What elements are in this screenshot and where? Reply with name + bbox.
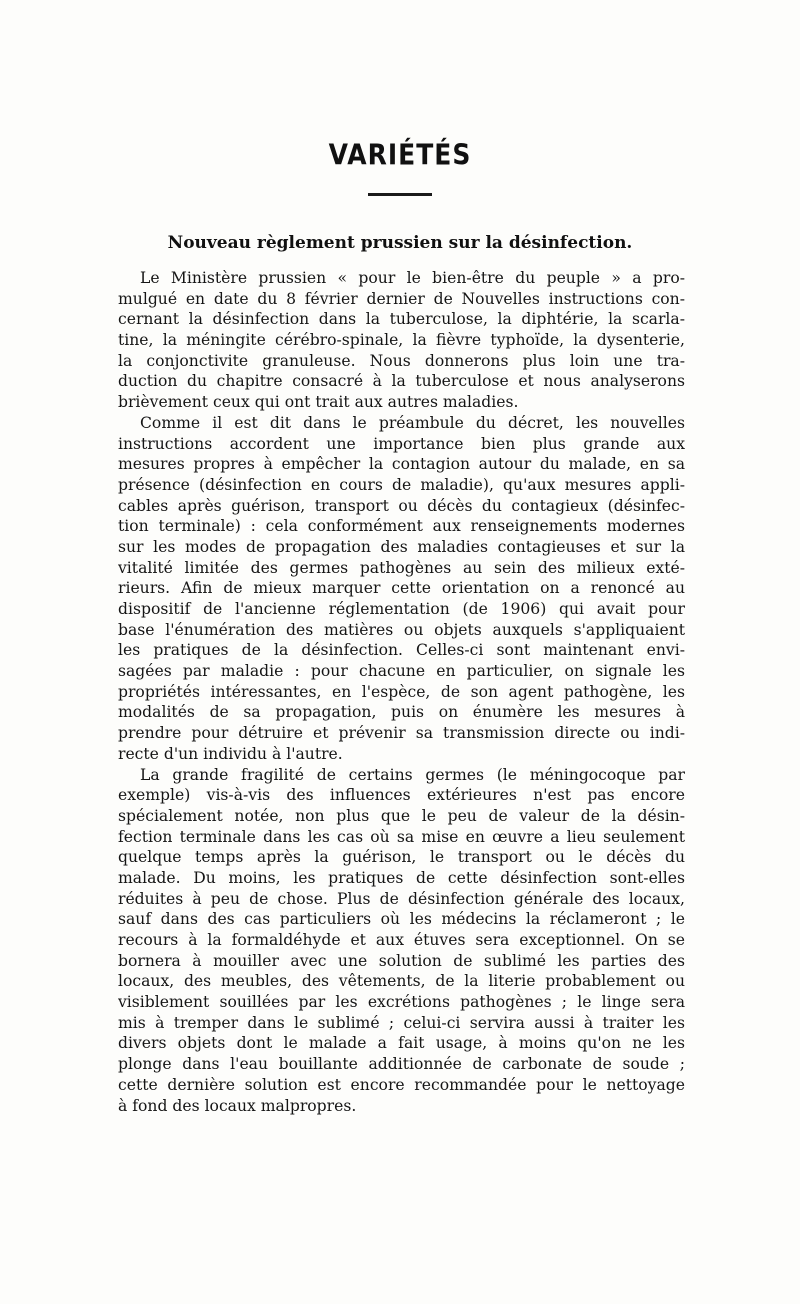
text-line: les pratiques de la désinfection. Celles-ci sont maintenant envi- <box>118 641 685 660</box>
text-line: exemple) vis-à-vis des influences extérieures n'est pas encore <box>118 786 685 805</box>
article-title: Nouveau règlement prussien sur la désinfection. <box>167 233 633 253</box>
text-line: duction du chapitre consacré à la tuberculose et nous analyserons <box>118 372 685 391</box>
text-line: visiblement souillées par les excrétions pathogènes ; le linge sera <box>118 993 685 1012</box>
text-line: propriétés intéressantes, en l'espèce, de son agent pathogène, les <box>118 682 685 701</box>
text-line: spécialement notée, non plus que le peu de valeur de la désin- <box>118 806 685 825</box>
text-line: sauf dans des cas particuliers où les médecins la réclameront ; le <box>118 910 685 929</box>
text-line: mis à tremper dans le sublimé ; celui-ci servira aussi à traiter les <box>118 1013 685 1032</box>
text-line: tine, la méningite cérébro-spinale, la fièvre typhoïde, la dysenterie, <box>118 331 685 350</box>
text-line: brièvement ceux qui ont trait aux autres maladies. <box>118 393 519 412</box>
text-line: prendre pour détruire et prévenir sa transmission directe ou indi- <box>118 724 685 743</box>
text-line: base l'énumération des matières ou objets auxquels s'appliquaient <box>118 620 685 639</box>
text-line: recte d'un individu à l'autre. <box>118 744 343 763</box>
text-line: cette dernière solution est encore recommandée pour le nettoyage <box>118 1075 685 1094</box>
text-line: locaux, des meubles, des vêtements, de la literie probablement ou <box>118 972 685 991</box>
text-line: Comme il est dit dans le préambule du décret, les nouvelles <box>140 413 685 432</box>
text-line: à fond des locaux malpropres. <box>118 1096 357 1115</box>
text-line: mesures propres à empêcher la contagion autour du malade, en sa <box>118 455 685 474</box>
text-line: sagées par maladie : pour chacune en particulier, on signale les <box>118 662 685 681</box>
text-line: Le Ministère prussien « pour le bien-être du peuple » a pro- <box>140 269 685 287</box>
text-line: modalités de sa propagation, puis on énumère les mesures à <box>118 703 685 722</box>
text-line: plonge dans l'eau bouillante additionnée de carbonate de soude ; <box>118 1055 685 1074</box>
text-line: divers objets dont le malade a fait usage, à moins qu'on ne les <box>118 1034 685 1053</box>
text-line: rieurs. Afin de mieux marquer cette orientation on a renoncé au <box>118 579 685 598</box>
text-line: mulgué en date du 8 février dernier de Nouvelles instructions con- <box>118 289 685 308</box>
text-line: cables après guérison, transport ou décès du contagieux (désinfec- <box>118 496 685 515</box>
text-line: sur les modes de propagation des maladies contagieuses et sur la <box>118 537 685 556</box>
text-line: tion terminale) : cela conformément aux renseignements modernes <box>118 517 685 536</box>
text-line: réduites à peu de chose. Plus de désinfection générale des locaux, <box>118 889 685 908</box>
text-line: quelque temps après la guérison, le transport ou le décès du <box>118 848 685 867</box>
text-line: dispositif de l'ancienne réglementation (de 1906) qui avait pour <box>118 600 685 618</box>
text-line: La grande fragilité de certains germes (le méningocoque par <box>140 765 685 784</box>
heading-rule <box>368 193 432 196</box>
text-line: fection terminale dans les cas où sa mise en œuvre a lieu seulement <box>118 827 685 846</box>
article-body <box>118 268 685 1116</box>
text-line: cernant la désinfection dans la tuberculose, la diphtérie, la scarla- <box>118 310 685 329</box>
text-line: la conjonctivite granuleuse. Nous donnerons plus loin une tra- <box>118 351 685 370</box>
text-line: présence (désinfection en cours de maladie), qu'aux mesures appli- <box>118 475 685 494</box>
text-line: bornera à mouiller avec une solution de sublimé les parties des <box>118 951 685 970</box>
text-line: recours à la formaldéhyde et aux étuves sera exceptionnel. On se <box>118 931 685 949</box>
text-line: malade. Du moins, les pratiques de cette désinfection sont-elles <box>118 868 685 887</box>
section-heading: VARIÉTÉS <box>328 137 472 172</box>
text-line: vitalité limitée des germes pathogènes au sein des milieux exté- <box>118 558 685 577</box>
text-line: instructions accordent une importance bien plus grande aux <box>118 434 685 453</box>
